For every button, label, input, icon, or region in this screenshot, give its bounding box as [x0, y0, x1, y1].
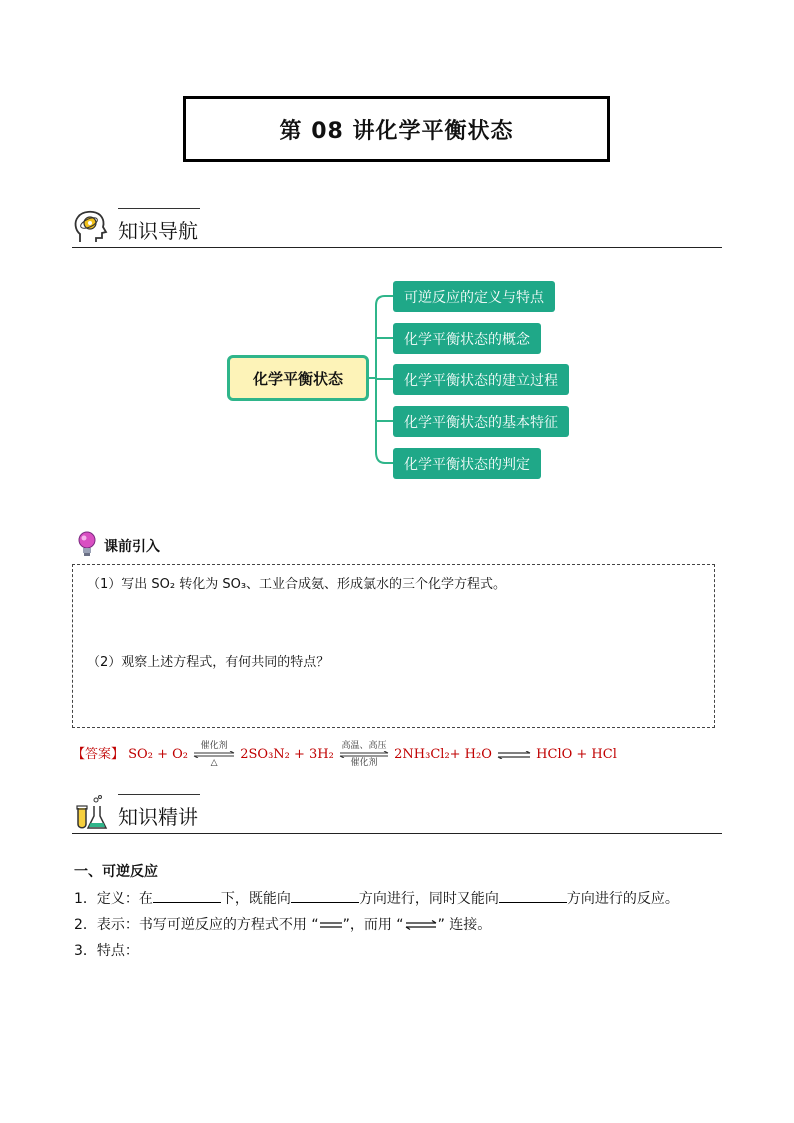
lightbulb-icon — [74, 530, 100, 558]
text-fragment: ”，而用 “ — [342, 917, 404, 933]
notation-line — [74, 914, 491, 934]
text-fragment: 方向进行，同时又能向 — [358, 891, 499, 907]
page-title: 第 08 讲化学平衡状态 — [279, 118, 514, 144]
reversible-arrow-icon — [496, 751, 532, 759]
text-fragment: ” 连接。 — [437, 917, 492, 933]
content-heading: 一、可逆反应 — [74, 864, 158, 880]
reversible-arrow-icon — [192, 741, 236, 768]
definition-line — [74, 888, 679, 908]
mindmap-branch: 化学平衡状态的概念 — [393, 323, 541, 354]
condition-top: 催化剂 — [200, 741, 228, 751]
section-title: 知识精讲 — [118, 805, 198, 829]
text-fragment: 下，既能向 — [220, 891, 291, 907]
section-header-knowledge — [72, 794, 722, 834]
intro-question-box — [72, 564, 715, 728]
intro-title: 课前引入 — [104, 539, 160, 555]
mindmap-branch: 化学平衡状态的建立过程 — [393, 364, 569, 395]
condition-bottom: △ — [210, 758, 218, 768]
equation-1-left: SO₂ + O₂ — [128, 747, 188, 762]
mindmap-root: 化学平衡状态 — [227, 355, 369, 401]
condition-bottom: 催化剂 — [350, 758, 378, 768]
fill-blank[interactable] — [499, 888, 567, 903]
section-header-nav — [72, 208, 722, 248]
text-fragment: 方向进行的反应。 — [566, 891, 679, 907]
section-title: 知识导航 — [118, 219, 198, 243]
equals-sign-icon — [319, 920, 343, 930]
mindmap-branch: 化学平衡状态的判定 — [393, 448, 541, 479]
equation-3-right: HClO + HCl — [536, 747, 617, 762]
reversible-arrow-icon — [404, 920, 438, 930]
features-line: 3．特点： — [74, 943, 139, 959]
flask-icon — [72, 794, 110, 832]
fill-blank[interactable] — [291, 888, 359, 903]
fill-blank[interactable] — [153, 888, 221, 903]
equation-1-right: 2SO₃N₂ + 3H₂ — [240, 747, 334, 762]
equation-2-right: 2NH₃Cl₂+ H₂O — [394, 747, 492, 762]
text-fragment: 2．表示：书写可逆反应的方程式不用 “ — [74, 917, 319, 933]
mindmap-branch: 可逆反应的定义与特点 — [393, 281, 555, 312]
answer-tag: 【答案】 — [72, 747, 125, 762]
title-box — [183, 96, 610, 162]
question-2: （2）观察上述方程式，有何共同的特点？ — [87, 655, 330, 670]
reversible-arrow-icon — [338, 741, 390, 768]
mindmap-branch: 化学平衡状态的基本特征 — [393, 406, 569, 437]
head-gears-icon — [72, 208, 110, 246]
text-fragment: 1．定义：在 — [74, 891, 153, 907]
question-1: （1）写出 SO₂ 转化为 SO₃、工业合成氨、形成氯水的三个化学方程式。 — [87, 577, 507, 592]
condition-top: 高温、高压 — [341, 741, 387, 751]
answer-line — [72, 741, 617, 768]
